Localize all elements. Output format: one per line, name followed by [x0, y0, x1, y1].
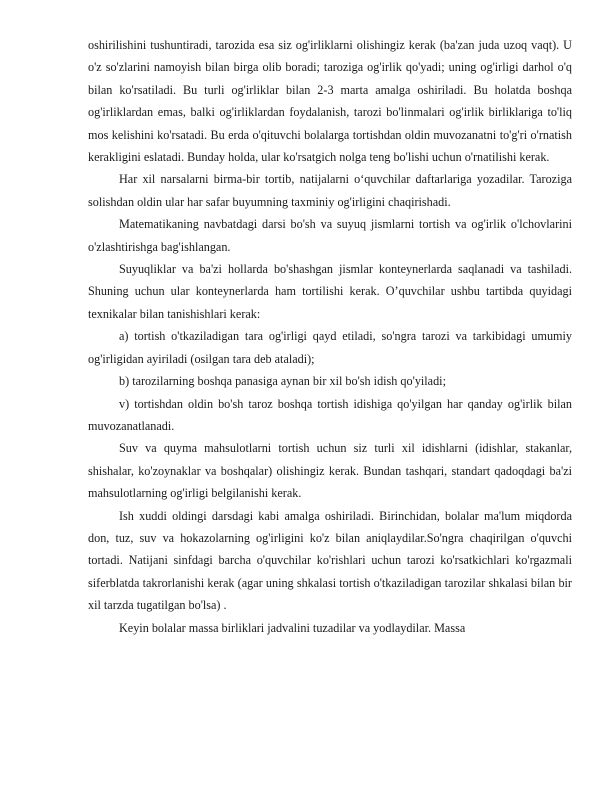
list-item-a: a) tortish o'tkaziladigan tara og'irligi qayd etiladi, so'ngra tarozi va tarkibidagi umumiy og'irligidan ayiriladi (osilgan tara deb ataladi);: [88, 329, 572, 366]
document-page: [88, 34, 572, 639]
paragraph-procedure: Ish xuddi oldingi darsdagi kabi amalga oshiriladi. Birinchidan, bolalar ma'lum miqdorda don, tuz, suv va hokazolarning og'irligini ko'z bilan aniqlaydilar.So'ngra chaqirilgan o'quvchi tortadi. Natijani sinfdagi barcha o'quvchilar ko'rishlari uchun tarozi ko'rsatkichlari ko'rgazmali siferblatda takrorlanishi kerak (agar uning shkalasi tortish o'tkaziladigan tarozilar shkalasi bilan bir xil tarzda tugatilgan bo'lsa) .: [88, 508, 572, 613]
list-item-b: b) tarozilarning boshqa panasiga aynan bir xil bo'sh idish qo'yiladi;: [119, 374, 446, 389]
paragraph-water-products: Suv va quyma mahsulotlarni tortish uchun siz turli xil idishlarni (idishlar, stakanlar, shishalar, ko'zoynaklar va boshqalar) olishingiz kerak. Bundan tashqari, standart qadoqdagi ba'zi mahsulotlarning og'irligi belgilanishi kerak.: [88, 441, 572, 501]
paragraph-next-lesson: Matematikaning navbatdagi darsi bo'sh va suyuq jismlarni tortish va og'irlik o'lchovlarini o'zlashtirishga bag'ishlangan.: [88, 217, 572, 254]
paragraph-containers: Suyuqliklar va ba'zi hollarda bo'shashgan jismlar konteynerlarda saqlanadi va tashiladi. Shuning uchun ular konteynerlarda ham tortilishi kerak. O’quvchilar ushbu tartibda quyidagi texnikalar bilan tanishishlari kerak:: [88, 262, 572, 321]
paragraph-continuation: oshirilishini tushuntiradi, tarozida esa siz og'irliklarni olishingiz kerak (ba'zan juda uzoq vaqt). U o'z so'zlarini namoyish bilan birga olib boradi; taroziga og'irlik qo'yadi; uning og'irligi darhol o'q bilan ko'rsatiladi. Bu turli og'irliklar bilan 2-3 marta amalga oshiriladi. Bu holatda boshqa og'irliklardan emas, balki og'irliklardan foydalanish, tarozi bo'linmalari og'irlik birliklariga to'liq mos kelishini ko'rsatadi. Bu erda o'qituvchi bolalarga tortishdan oldin muvozanatni to'g'ri o'rnatish kerakligini eslatadi. Bunday holda, ular ko'rsatgich nolga teng bo'lishi uchun o'rnatilishi kerak.: [88, 38, 572, 165]
list-item-v: v) tortishdan oldin bo'sh taroz boshqa tortish idishiga qo'yilgan har qanday og'irlik bilan muvozanatlanadi.: [88, 396, 572, 433]
paragraph-mass-units: Keyin bolalar massa birliklari jadvalini tuzadilar va yodlaydilar. Massa: [119, 620, 466, 635]
paragraph-weighing-notes: Har xil narsalarni birma-bir tortib, natijalarni o‘quvchilar daftarlariga yozadilar. Taroziga solishdan oldin ular har safar buyumning taxminiy og'irligini chaqirishadi.: [88, 172, 572, 209]
